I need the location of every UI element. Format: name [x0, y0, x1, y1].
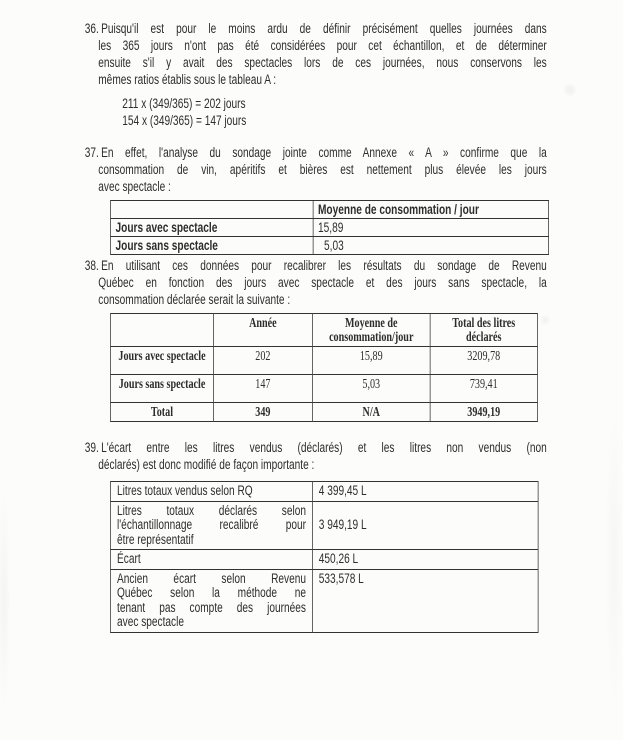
table-row — [111, 219, 549, 237]
paragraph-line — [85, 257, 547, 274]
paragraph-text: En utilisant ces données pour recalibrer les résultats du sondage de Revenu — [101, 258, 547, 273]
table-label-cell: Jours sans spectacle — [111, 237, 314, 255]
ratio-formula-1: 211 x (349/365) = 202 jours — [122, 96, 246, 111]
paragraph-number-36: 36. — [84, 21, 99, 36]
table-value-cell: 202 — [213, 347, 312, 375]
consumption-table — [110, 200, 549, 255]
paragraph-line: ensuite s'il y avait des spectacles lors de ces journées, nous conservons les — [98, 55, 547, 70]
table-value-cell: 3209,78 — [430, 347, 537, 375]
paragraph-line: les 365 jours n'ont pas été considérées pour cet échantillon, et de déterminer — [98, 38, 547, 53]
paragraph-line: consommation déclarée serait la suivante : — [98, 292, 291, 307]
label-line: Litres totaux déclarés selon — [117, 502, 306, 518]
table-header-cell: Total des litres déclarés — [430, 314, 537, 347]
paragraph-line: mêmes ratios établis sous le tableau A : — [98, 72, 277, 87]
table-value-cell: 349 — [213, 403, 312, 422]
table-header-row — [111, 314, 538, 347]
paragraph-text: En effet, l'analyse du sondage jointe comme Annexe « A » confirme que la — [101, 145, 547, 160]
paragraph-number-38: 38. — [84, 258, 99, 273]
table-label-cell — [111, 569, 313, 632]
paragraph-line: Québec en fonction des jours avec spectacle et des jours sans spectacle, la — [98, 275, 547, 290]
ratio-formula-2: 154 x (349/365) = 147 jours — [122, 113, 247, 128]
recalibration-table — [110, 313, 538, 422]
paragraph-line — [85, 439, 547, 456]
table-label-cell: Jours sans spectacle — [111, 375, 214, 403]
label-line: Québec selon la méthode ne — [117, 585, 306, 600]
table-row — [111, 347, 538, 375]
table-value-cell: 3 949,19 L — [312, 501, 538, 550]
table-value-cell: 739,41 — [430, 375, 537, 403]
table-row — [111, 569, 539, 632]
paragraph-38 — [85, 257, 547, 308]
table-header-row — [111, 201, 549, 219]
table-row — [111, 550, 539, 570]
paragraph-number-39: 39. — [84, 440, 99, 455]
table-value-cell: 450,26 L — [312, 550, 538, 570]
table-value-cell: 533,578 L — [312, 569, 538, 632]
label-line: être représentatif — [117, 531, 194, 547]
label-line: l'échantillonnage recalibré pour — [117, 517, 306, 532]
gap-table — [110, 481, 538, 633]
table-label-cell — [111, 501, 313, 550]
table-empty-cell — [111, 201, 314, 219]
paragraph-number-37: 37. — [84, 145, 99, 160]
paragraph-39 — [85, 439, 547, 473]
paragraph-line: déclarés) est donc modifié de façon importante : — [98, 457, 315, 472]
paragraph-line: avec spectacle : — [98, 179, 171, 194]
table-header-cell: Année — [213, 314, 312, 347]
label-line: Écart — [117, 551, 141, 566]
label-line: avec spectacle — [117, 614, 184, 629]
table-header-cell: Moyenne de consommation/jour — [312, 314, 430, 347]
table-value-cell: 15,89 — [313, 219, 549, 237]
table-row — [111, 237, 549, 255]
table-label-cell — [111, 550, 313, 570]
paragraph-line — [85, 20, 547, 37]
table-value-cell: 147 — [213, 375, 312, 403]
label-line: Litres totaux vendus selon RQ — [117, 483, 253, 498]
ratio-formulas — [122, 95, 246, 129]
table-label-cell: Jours avec spectacle — [111, 347, 214, 375]
table-value-cell: 4 399,45 L — [312, 482, 538, 502]
table-total-row — [111, 403, 538, 422]
label-line: tenant pas compte des journées — [117, 599, 306, 615]
table-label-cell: Total — [111, 403, 214, 422]
table-value-cell: N/A — [312, 403, 430, 422]
table-value-cell: 5,03 — [313, 237, 549, 255]
paragraph-text: L'écart entre les litres vendus (déclarés) et les litres non vendus (non — [101, 440, 547, 455]
table-value-cell: 5,03 — [312, 375, 430, 403]
table-row — [111, 501, 539, 550]
table-row — [111, 375, 538, 403]
paragraph-line — [85, 144, 547, 161]
table-value-cell: 15,89 — [312, 347, 430, 375]
paragraph-37 — [85, 144, 547, 195]
paragraph-line: consommation de vin, apéritifs et bières est nettement plus élevée les jours — [98, 162, 547, 177]
table-label-cell: Jours avec spectacle — [111, 219, 314, 237]
label-line: Ancien écart selon Revenu — [117, 570, 306, 586]
paragraph-text: Puisqu'il est pour le moins ardu de définir précisément quelles journées dans — [101, 21, 547, 36]
table-empty-cell — [111, 314, 214, 347]
table-header-cell: Moyenne de consommation / jour — [313, 201, 549, 219]
paragraph-36 — [85, 20, 547, 88]
table-row — [111, 482, 539, 502]
table-label-cell — [111, 482, 313, 502]
table-value-cell: 3949,19 — [430, 403, 537, 422]
